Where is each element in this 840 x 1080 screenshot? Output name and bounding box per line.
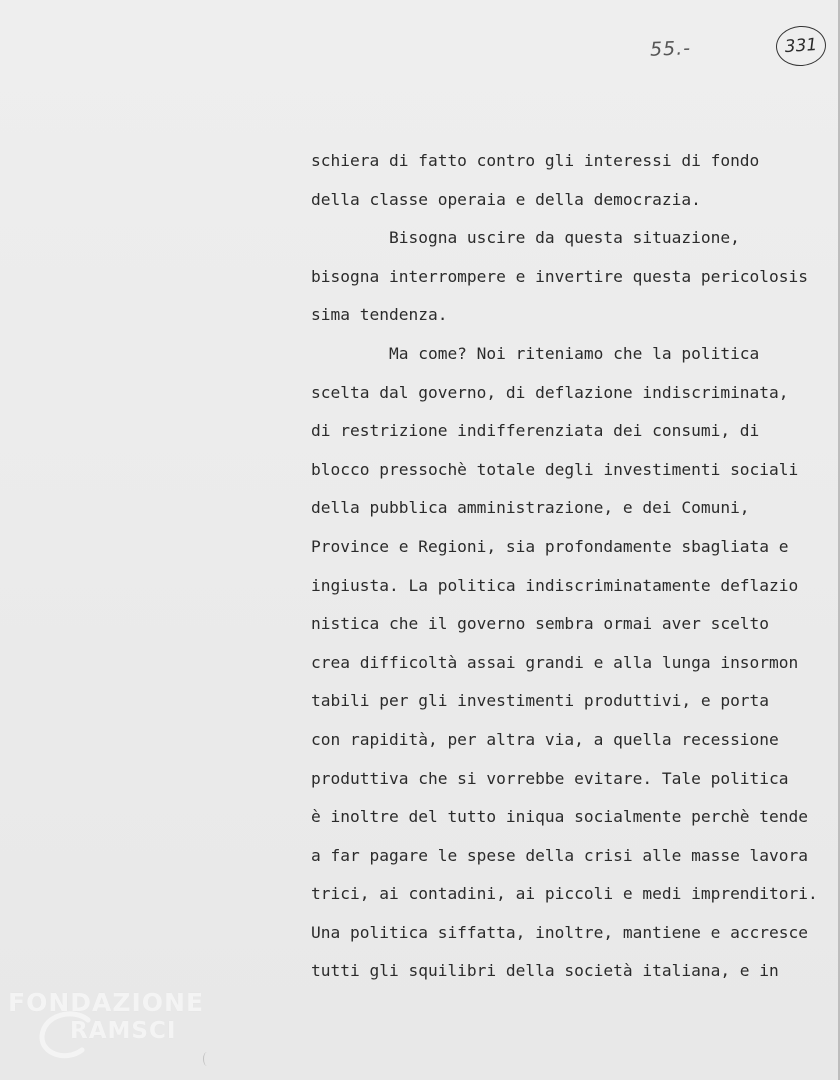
text-line: con rapidità, per altra via, a quella recessione [311,729,779,749]
text-line: blocco pressochè totale degli investimenti sociali [311,459,799,479]
text-line: ingiusta. La politica indiscriminatamente deflazio [311,575,799,595]
text-line: tutti gli squilibri della società italiana, e in [311,961,779,981]
text-line: Bisogna uscire da questa situazione, [311,228,740,248]
text-line: produttiva che si vorrebbe evitare. Tale politica [311,768,789,788]
typewritten-body [311,142,831,991]
text-line: Una politica siffatta, inoltre, mantiene e accresce [311,922,809,942]
text-line: Province e Regioni, sia profondamente sbagliata e [311,536,789,556]
page-number: 55.- [649,37,692,61]
text-line: nistica che il governo sembra ormai aver scelto [311,614,770,634]
watermark-line-2: RAMSCI [70,1018,177,1044]
watermark-line-1: FONDAZIONE [8,988,205,1017]
fondazione-gramsci-watermark [8,988,208,1068]
text-line: bisogna interrompere e invertire questa pericolosis [311,266,809,286]
text-line: di restrizione indifferenziata dei consumi, di [311,421,760,441]
text-line: scelta dal governo, di deflazione indiscriminata, [311,382,789,402]
text-line: schiera di fatto contro gli interessi di fondo [311,151,760,170]
text-line: Ma come? Noi riteniamo che la politica [311,343,760,363]
text-line: crea difficoltà assai grandi e alla lunga insormon [311,652,799,672]
pencil-mark [203,1052,211,1066]
text-line: tabili per gli investimenti produttivi, e porta [311,691,770,711]
text-line: a far pagare le spese della crisi alle masse lavora [311,845,809,865]
text-line: della classe operaia e della democrazia. [311,189,701,209]
text-line: sima tendenza. [311,305,448,325]
text-line: trici, ai contadini, ai piccoli e medi imprenditori. [311,884,818,904]
text-line: della pubblica amministrazione, e dei Comuni, [311,498,750,518]
text-line: è inoltre del tutto iniqua socialmente perchè tende [311,807,809,827]
folio-number-circled: 331 [775,24,828,67]
